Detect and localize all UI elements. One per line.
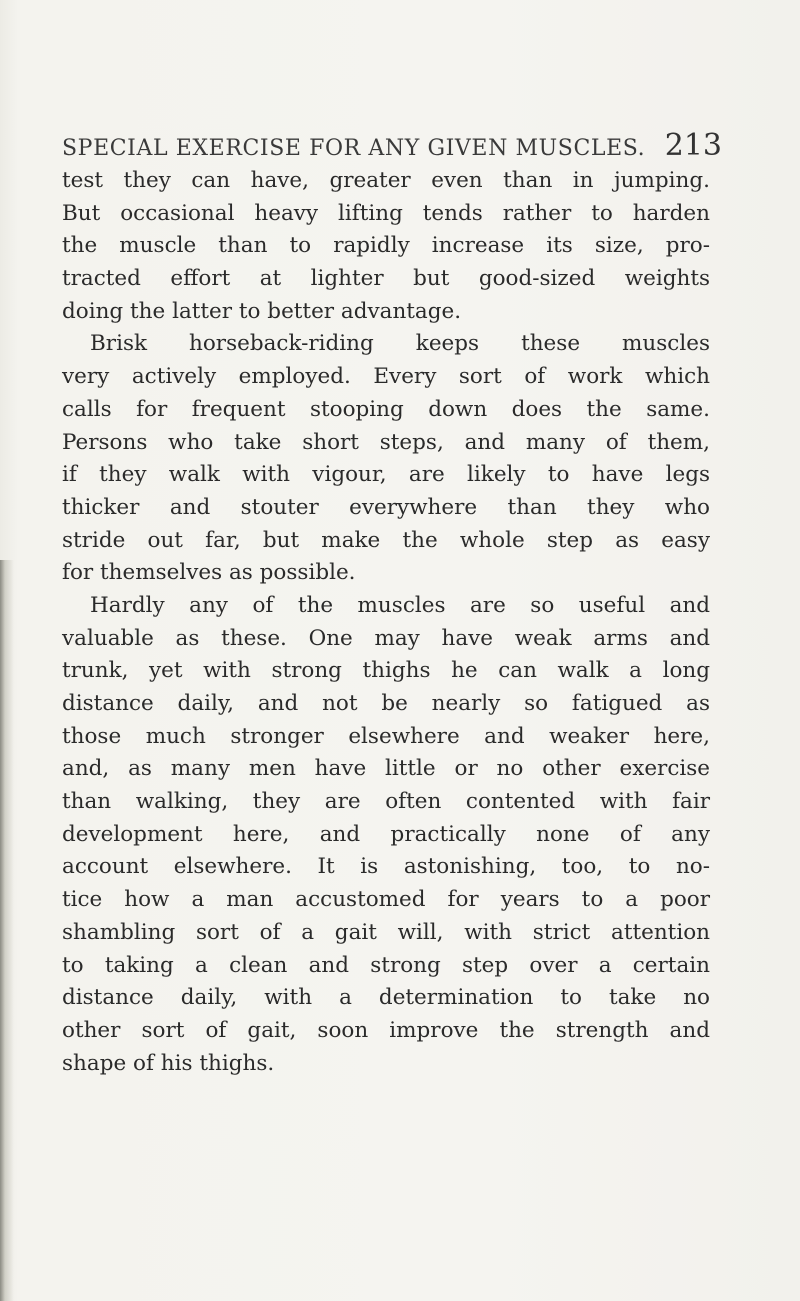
text-line: trunk, yet with strong thighs he can walk a long <box>62 658 710 684</box>
text-line: doing the latter to better advantage. <box>62 298 462 324</box>
text-line: But occasional heavy lifting tends rather to harden <box>62 200 710 226</box>
text-line: test they can have, greater even than in jumping. <box>62 168 710 193</box>
text-line: distance daily, with a determination to take no <box>62 985 710 1011</box>
text-line: stride out far, but make the whole step as easy <box>62 527 710 553</box>
text-line: Brisk horseback-riding keeps these muscles <box>90 331 710 357</box>
body-text <box>62 165 710 1080</box>
text-line: valuable as these. One may have weak arms and <box>62 625 710 651</box>
text-line: than walking, they are often contented with fair <box>62 789 710 815</box>
text-line: to taking a clean and strong step over a certain <box>62 952 710 978</box>
text-line: thicker and stouter everywhere than they who <box>62 494 710 520</box>
text-line: other sort of gait, soon improve the strength and <box>62 1017 710 1043</box>
text-line: shambling sort of a gait will, with strict attention <box>62 919 710 945</box>
text-line: tice how a man accustomed for years to a poor <box>62 887 710 913</box>
text-line: Persons who take short steps, and many of them, <box>62 429 710 455</box>
text-line: those much stronger elsewhere and weaker here, <box>62 723 710 749</box>
page-header <box>62 128 722 168</box>
text-line: for themselves as possible. <box>62 560 356 586</box>
text-line: Hardly any of the muscles are so useful and <box>90 592 710 618</box>
text-line: if they walk with vigour, are likely to have legs <box>62 462 710 488</box>
text-line: shape of his thighs. <box>62 1050 275 1076</box>
text-line: very actively employed. Every sort of work which <box>62 364 710 390</box>
page-number: 213 <box>664 128 722 163</box>
text-line: calls for frequent stooping down does the same. <box>62 396 710 422</box>
binding-shadow <box>0 560 14 1301</box>
text-line: distance daily, and not be nearly so fatigued as <box>62 691 710 716</box>
text-line: development here, and practically none of any <box>62 821 710 847</box>
text-line: tracted effort at lighter but good-sized weights <box>62 266 710 292</box>
text-line: and, as many men have little or no other exercise <box>62 756 710 782</box>
text-line: the muscle than to rapidly increase its size, pro- <box>62 233 710 259</box>
text-line: account elsewhere. It is astonishing, too, to no- <box>62 854 710 880</box>
running-head: SPECIAL EXERCISE FOR ANY GIVEN MUSCLES. <box>62 136 646 161</box>
